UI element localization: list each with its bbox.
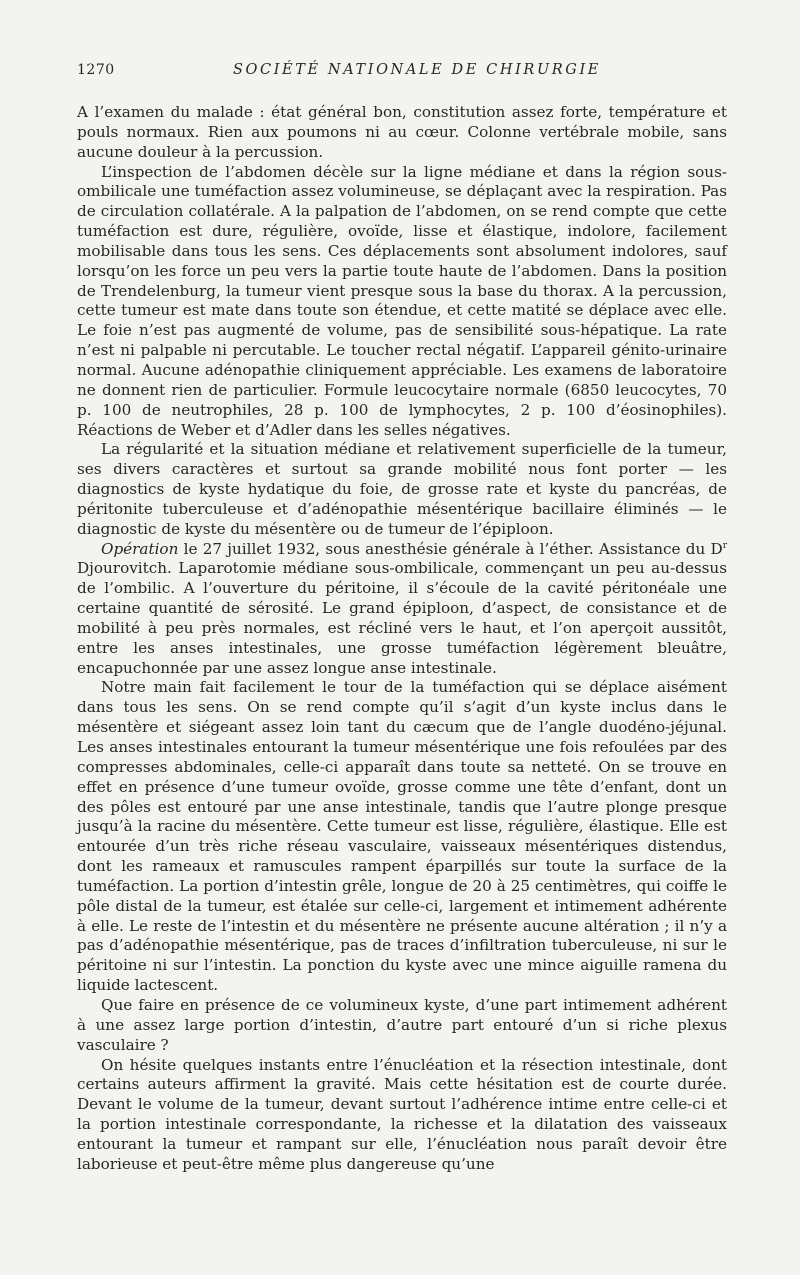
operation-lead: Opération (101, 539, 179, 558)
paragraph-question: Que faire en présence de ce volumineux kyste, d’une part intimement adhérent à une assez large portion d’intestin, d’autre part entouré d’un si riche plexus vasculaire ? (77, 995, 727, 1054)
paragraph-inspection: L’inspection de l’abdomen décèle sur la ligne médiane et dans la région sous-ombilicale une tuméfaction assez volumineuse, se déplaçant avec la respiration. Pas de circulation collatérale. A la palpation de l’abdomen, on se rend compte que cette tuméfaction est dure, régulière, ovoïde, lisse et élastique, indolore, facilement mobilisable dans tous les sens. Ces déplacements sont absolument indolores, sauf lorsqu’on les force un peu vers la partie toute haute de l’abdomen. Dans la position de Trendelenburg, la tumeur vient presque sous la base du thorax. A la percussion, cette tumeur est mate dans toute son étendue, et cette matité se déplace avec elle. Le foie n’est pas augmenté de volume, pas de sensibilité sous-hépatique. La rate n’est ni palpable ni percutable. Le toucher rectal négatif. L’appareil génito-urinaire normal. Aucune adénopathie cliniquement appréciable. Les examens de laboratoire ne donnent rien de particulier. Formule leucocytaire normale (6850 leucocytes, 70 p. 100 de neutrophiles, 28 p. 100 de lymphocytes, 2 p. 100 d’éosinophiles). Réactions de Weber et d’Adler dans les selles négatives. (77, 162, 727, 439)
operation-text-a: le 27 juillet 1932, sous anesthésie générale à l’éther. Assistance du D (178, 539, 723, 558)
paragraph-operation (77, 540, 727, 679)
operation-text-b: Djourovitch. Laparotomie médiane sous-ombilicale, commençant un peu au-dessus de l’ombilic. A l’ouverture du péritoine, il s’écoule de la cavité péritonéale une certaine quantité de sérosité. Le grand épiploon, d’aspect, de consistance et de mobilité à peu près normales, est récliné vers le haut, et l’on aperçoit aussitôt, entre les anses intestinales, une grosse tuméfaction légèrement bleuâtre, encapuchonnée par une assez longue anse intestinale. (77, 559, 727, 677)
paragraph-diagnosis: La régularité et la situation médiane et relativement superficielle de la tumeur, ses divers caractères et surtout sa grande mobilité nous font porter — les diagnostics de kyste hydatique du foie, de grosse rate et kyste du pancréas, de péritonite tuberculeuse et d’adénopathie mésentérique bacillaire éliminés — le diagnostic de kyste du mésentère ou de tumeur de l’épiploon. (77, 440, 727, 538)
doctor-superscript: r (722, 540, 727, 551)
running-title: SOCIÉTÉ NATIONALE DE CHIRURGIE (233, 62, 601, 78)
paragraph-decision: On hésite quelques instants entre l’énucléation et la résection intestinale, dont certains auteurs affirment la gravité. Mais cette hésitation est de courte durée. Devant le volume de la tumeur, devant surtout l’adhérence intime entre celle-ci et la portion intestinale correspondante, la richesse et la dilatation des vaisseaux entourant la tumeur et rampant sur elle, l’énucléation nous paraît devoir être laborieuse et peut-être même plus dangereuse qu’une (77, 1055, 727, 1173)
page-header (77, 62, 727, 86)
body-text (77, 103, 727, 1175)
paragraph-findings: Notre main fait facilement le tour de la tuméfaction qui se déplace aisément dans tous les sens. On se rend compte qu’il s’agit d’un kyste inclus dans le mésentère et siégeant assez loin tant du cæcum que de l’angle duodéno-jéjunal. Les anses intestinales entourant la tumeur mésentérique une fois refoulées par des compresses abdominales, celle-ci apparaît dans toute sa netteté. On se trouve en effet en présence d’une tumeur ovoïde, grosse comme une tête d’enfant, dont un des pôles est entouré par une anse intestinale, tandis que l’autre plonge presque jusqu’à la racine du mésentère. Cette tumeur est lisse, régulière, élastique. Elle est entourée d’un très riche réseau vasculaire, vaisseaux mésentériques distendus, dont les rameaux et ramuscules rampent éparpillés sur toute la surface de la tuméfaction. La portion d’intestin grêle, longue de 20 à 25 centimètres, qui coiffe le pôle distal de la tumeur, est étalée sur celle-ci, largement et intimement adhérente à elle. Le reste de l’intestin et du mésentère ne présente aucune altération ; il n’y a pas d’adénopathie mésentérique, pas de traces d’infiltration tuberculeuse, ni sur le péritoine ni sur l’intestin. La ponction du kyste avec une mince aiguille ramena du liquide lactescent. (77, 678, 727, 995)
page-number: 1270 (77, 62, 115, 78)
paragraph-examination: A l’examen du malade : état général bon, constitution assez forte, température et pouls normaux. Rien aux poumons ni au cœur. Colonne vertébrale mobile, sans aucune douleur à la percussion. (77, 103, 727, 161)
